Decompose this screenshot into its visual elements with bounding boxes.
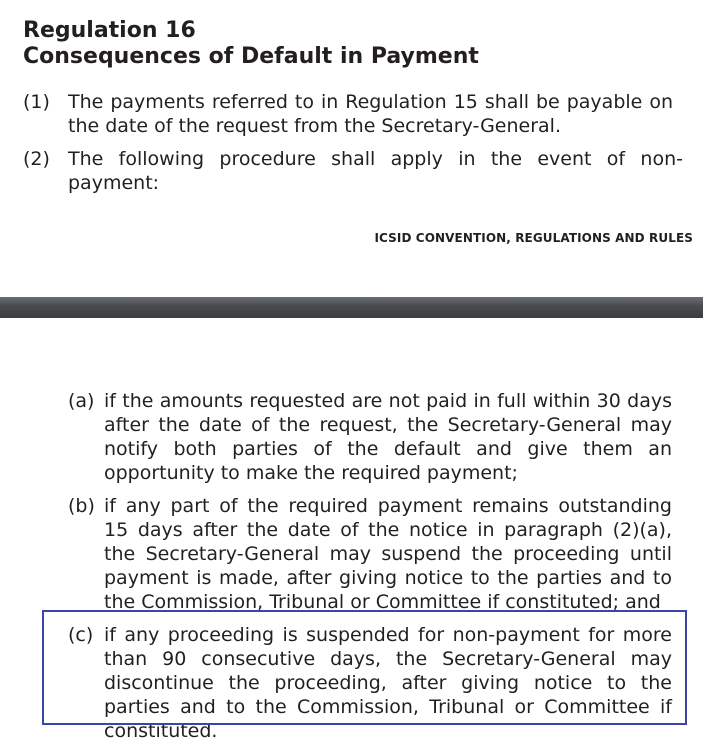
regulation-title: Consequences of Default in Payment <box>23 44 479 69</box>
subparagraph-text: if the amounts requested are not paid in full within 30 days after the date of the request, the Secretary-General may notify both parties of the default and give them an opportunity to make the required payment; <box>104 390 672 484</box>
subparagraph-text: if any part of the required payment remains outstanding 15 days after the date of the notice in paragraph (2)(a), the Secretary-General may suspend the proceeding until payment is made, after giving notice to the parties and to the Commission, Tribunal or Committee if constituted; and <box>104 495 672 611</box>
subparagraph-text: if any proceeding is suspended for non-payment for more than 90 consecutive days, the Secretary-General may discontinue the proceeding, after giving notice to the parties and to the Commission, Tribunal or Committee if constituted. <box>104 624 672 742</box>
paragraph-number: (2) <box>23 148 50 170</box>
subparagraph-letter: (c) <box>68 624 94 646</box>
paragraph-text: The following procedure shall apply in the event of non-payment: <box>68 148 683 194</box>
regulation-heading <box>23 18 479 70</box>
running-footer: ICSID CONVENTION, REGULATIONS AND RULES <box>374 231 693 245</box>
subparagraph-letter: (a) <box>68 390 95 412</box>
selection-highlight-box <box>42 610 687 725</box>
subparagraph-b <box>68 494 672 611</box>
subparagraph-b-clip <box>0 494 703 611</box>
subparagraph-letter: (b) <box>68 495 95 517</box>
paragraph-text: The payments referred to in Regulation 15 shall be payable on the date of the request from the Secretary-General. <box>68 91 673 137</box>
page-separator <box>0 297 703 318</box>
subparagraph-a <box>68 389 672 485</box>
paragraph-2 <box>23 147 683 195</box>
paragraph-number: (1) <box>23 91 50 113</box>
regulation-number: Regulation 16 <box>23 18 196 43</box>
paragraph-1 <box>23 90 673 138</box>
